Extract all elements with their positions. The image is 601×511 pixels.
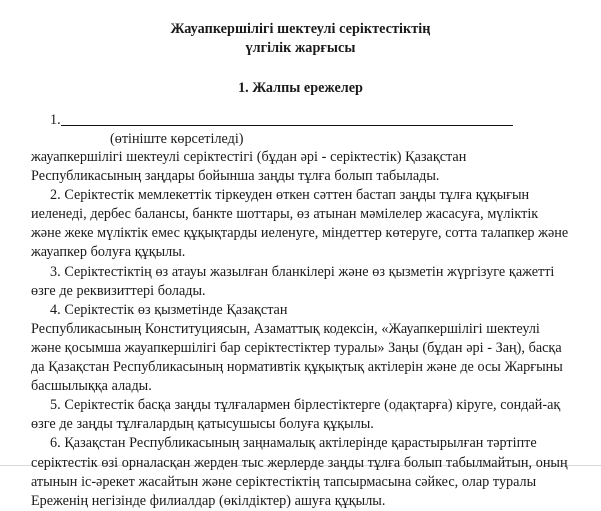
document-title-line-2: үлгілік жарғысы (245, 40, 356, 56)
fill-in-blank-rule (61, 125, 513, 126)
fill-in-caption: (өтініште көрсетіледі) (110, 131, 244, 147)
paragraph-1-continuation: жауапкершілігі шектеулі серіктестігі (бұдан әрі - серіктестік) Қазақстан Республикасының заңдары бойынша заңды тұлға болып табылады. (31, 149, 467, 185)
fill-in-item-number: 1. (50, 112, 61, 128)
paragraph-2: 2. Серіктестік мемлекеттік тіркеуден өткен сәттен бастап заңды тұлға құқығын иеленеді, дербес балансы, банкте шоттары, өз атынан мәмілелер жасасуға, мүліктік және жеке мүліктік емес құқықтарды иеленуге, міндеттер көтеруге, сотта талапкер және жауапкер болуға құқылы. (31, 187, 569, 261)
paragraph-4-line-1: 4. Серіктестік өз қызметінде Қазақстан (50, 301, 288, 318)
document-title (31, 20, 570, 58)
paragraph-5: 5. Серіктестік басқа заңды тұлғалармен бірлестіктерге (одақтарға) кіруге, сондай-ақ өзге де заңды тұлғалардың қатысушысы болуға құқылы. (31, 397, 561, 433)
section-heading-general-provisions: 1. Жалпы ережелер (238, 80, 363, 96)
paragraph-3: 3. Серіктестіктің өз атауы жазылған бланкілері және өз қызметін жүргізуге қажетті өзге де реквизиттері болады. (31, 263, 555, 299)
paragraph-6: 6. Қазақстан Республикасының заңнамалық актілерінде қарастырылған тәртіпте серіктестік өзі орналасқан жерден тыс жерлерде заңды тұлға болып табылмайтын, оның атынын іс-әрекет жасайтын және серіктестіктің тапсырмасына сәйкес, олар туралы Ереженің негізінде филиалдар (өкілдіктер) ашуға құқылы. (31, 435, 568, 509)
paragraph-4-line-2: Республикасының Конституциясын, Азаматтық кодексін, «Жауапкершілігі шектеулі және қосымша жауапкершілігі бар серіктестіктер туралы» Заңы (бұдан әрі - Заң), басқа да Қазақстан Республикасының нормативтік құқықтық актілерін және де осы Жарғыны басшылыққа алады. (31, 320, 563, 395)
document-title-line-1: Жауапкершілігі шектеулі серіктестіктің (170, 21, 431, 37)
fill-in-line-row (31, 111, 570, 130)
